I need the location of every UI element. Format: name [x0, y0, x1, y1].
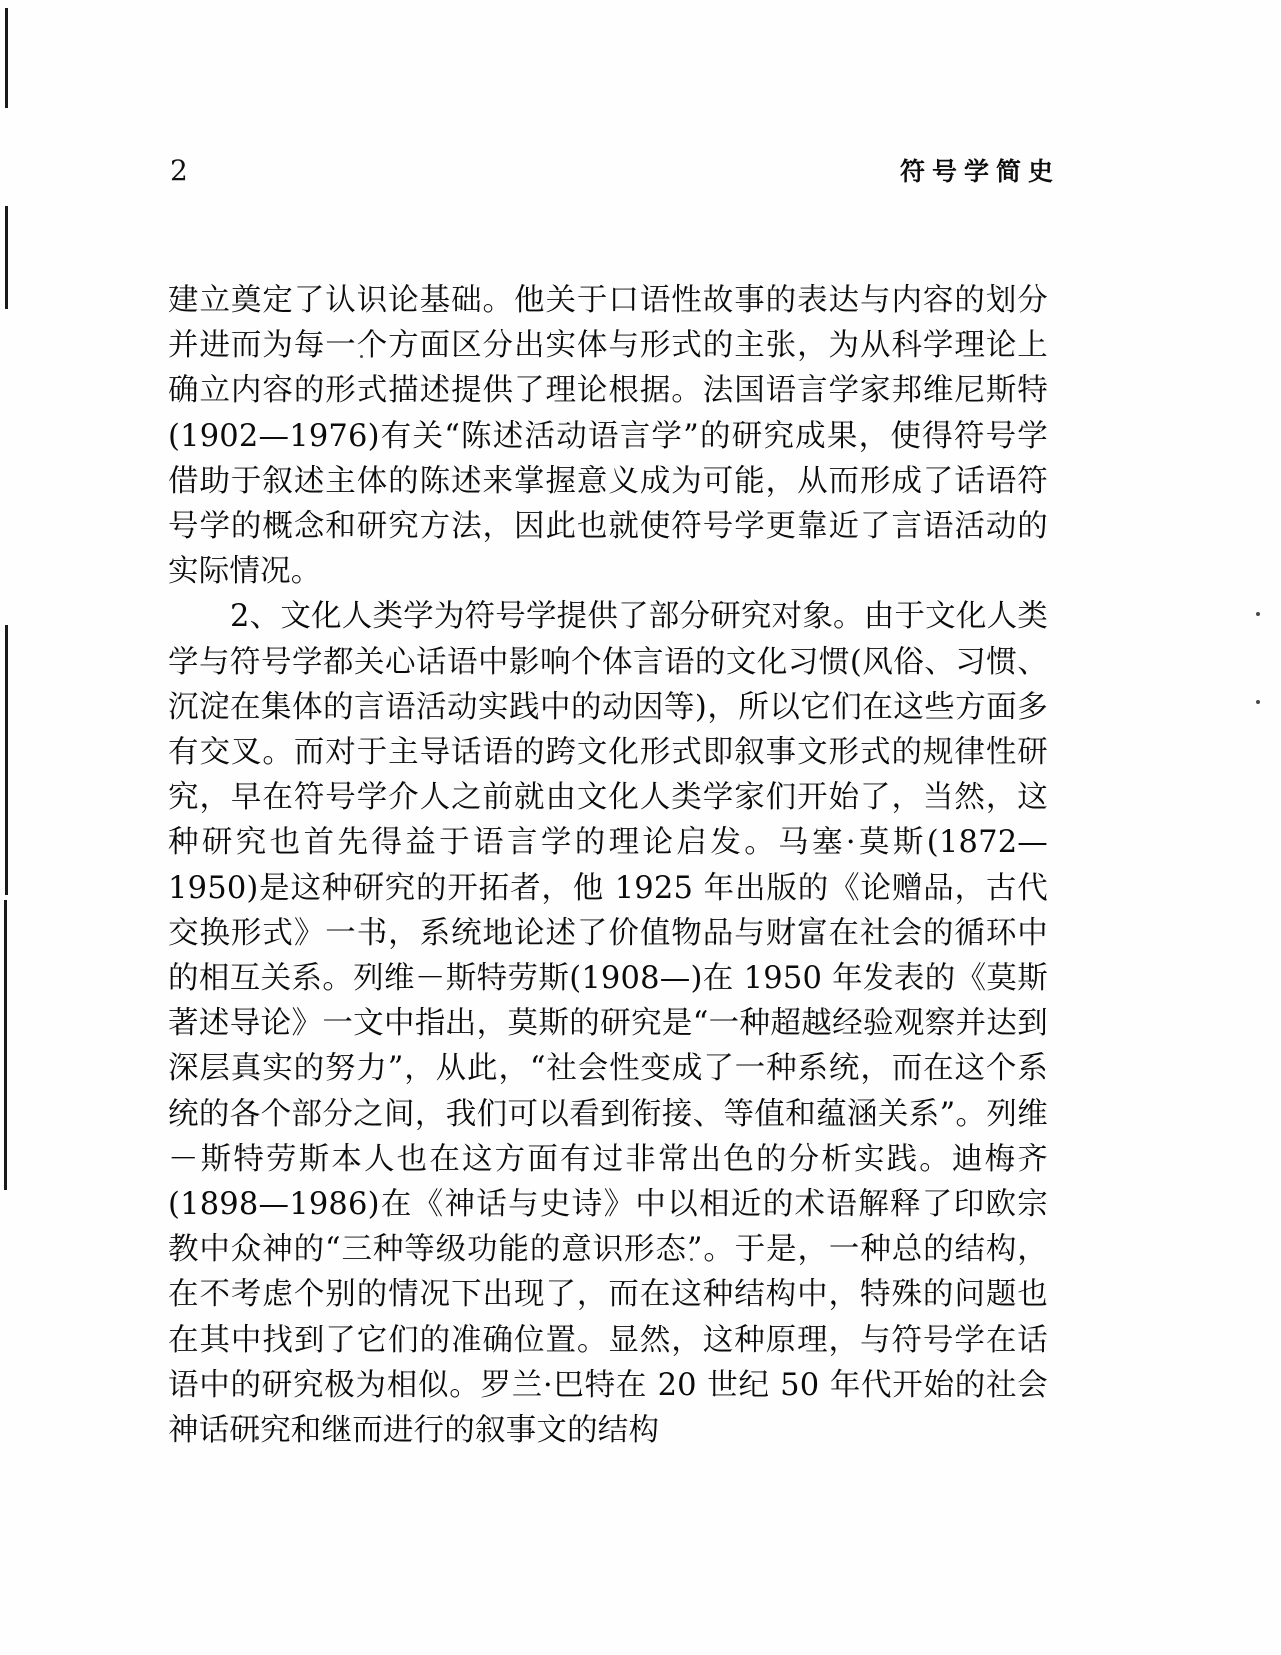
running-title: 符号学简史	[899, 157, 1060, 186]
speckle	[1256, 612, 1260, 616]
paragraph-continued: 建立奠定了认识论基础。他关于口语性故事的表达与内容的划分并进而为每一个方面区分出实体与形式的主张，为从科学理论上确立内容的形式描述提供了理论根据。法国语言学家邦维尼斯特(1902—1976)有关“陈述活动语言学”的研究成果，使得符号学借助于叙述主体的陈述来掌握意义成为可能，从而形成了话语符号学的概念和研究方法，因此也就使符号学更靠近了言语活动的实际情况。	[168, 283, 1048, 590]
running-header	[170, 152, 1060, 198]
scan-edge-line	[5, 8, 8, 108]
paragraph-item-2: 2、文化人类学为符号学提供了部分研究对象。由于文化人类学与符号学都关心话语中影响个体言语的文化习惯(风俗、习惯、沉淀在集体的言语活动实践中的动因等)，所以它们在这些方面多有交叉。而对于主导话语的跨文化形式即叙事文形式的规律性研究，早在符号学介人之前就由文化人类学家们开始了，当然，这种研究也首先得益于语言学的理论启发。马塞·莫斯(1872—1950)是这种研究的开拓者，他 1925 年出版的《论赠品，古代交换形式》一书，系统地论述了价值物品与财富在社会的循环中的相互关系。列维－斯特劳斯(1908—)在 1950 年发表的《莫斯著述导论》一文中指出，莫斯的研究是“一种超越经验观察并达到深层真实的努力”，从此，“社会性变成了一种系统，而在这个系统的各个部分之间，我们可以看到衔接、等值和蕴涵关系”。列维－斯特劳斯本人也在这方面有过非常出色的分析实践。迪梅齐(1898—1986)在《神话与史诗》中以相近的术语解释了印欧宗教中众神的“三种等级功能的意识形态”。于是，一种总的结构，在不考虑个别的情况下出现了，而在这种结构中，特殊的问题也在其中找到了它们的准确位置。显然，这种原理，与符号学在话语中的研究极为相似。罗兰·巴特在 20 世纪 50 年代开始的社会神话研究和继而进行的叙事文的结构	[168, 599, 1048, 1449]
scan-edge-line	[4, 900, 7, 1190]
scan-edge-line	[5, 625, 8, 895]
page-number: 2	[170, 154, 189, 187]
body-text	[168, 278, 1048, 1453]
scan-edge-line	[5, 206, 8, 309]
speckle	[1256, 700, 1260, 704]
